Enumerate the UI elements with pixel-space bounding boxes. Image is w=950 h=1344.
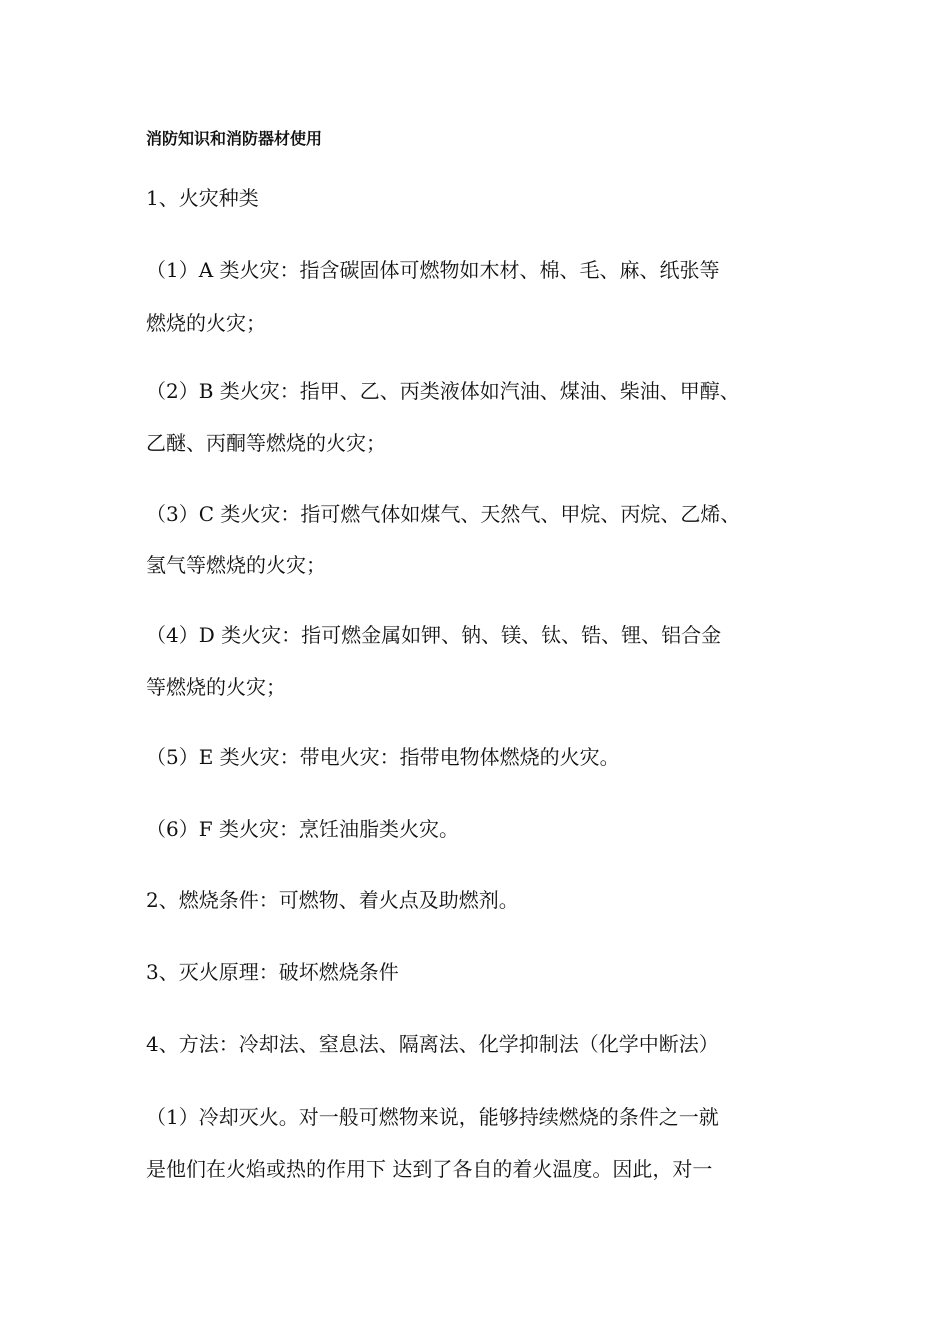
paragraph-line: （3）C 类火灾：指可燃气体如煤气、天然气、甲烷、丙烷、乙烯、 xyxy=(146,502,741,526)
paragraph-line: 氢气等燃烧的火灾； xyxy=(146,553,326,577)
paragraph-line: （6）F 类火灾：烹饪油脂类火灾。 xyxy=(146,817,459,841)
paragraph-line: 乙醚、丙酮等燃烧的火灾； xyxy=(146,431,386,455)
paragraph-line: （1）A 类火灾：指含碳固体可燃物如木材、棉、毛、麻、纸张等 xyxy=(146,258,720,282)
paragraph-line: （4）D 类火灾：指可燃金属如钾、钠、镁、钛、锆、锂、铝合金 xyxy=(146,623,722,647)
document-title: 消防知识和消防器材使用 xyxy=(146,129,323,148)
heading-combustion-conditions: 2、燃烧条件：可燃物、着火点及助燃剂。 xyxy=(146,888,519,912)
paragraph-line: 燃烧的火灾； xyxy=(146,311,266,335)
paragraph-line: （1）冷却灭火。对一般可燃物来说，能够持续燃烧的条件之一就 xyxy=(146,1105,719,1129)
heading-methods: 4、方法：冷却法、窒息法、隔离法、化学抑制法（化学中断法） xyxy=(146,1032,719,1056)
heading-fire-types: 1、火灾种类 xyxy=(146,186,259,210)
paragraph-line: 等燃烧的火灾； xyxy=(146,675,286,699)
paragraph-line: （2）B 类火灾：指甲、乙、丙类液体如汽油、煤油、柴油、甲醇、 xyxy=(146,379,740,403)
paragraph-line: （5）E 类火灾：带电火灾：指带电物体燃烧的火灾。 xyxy=(146,745,620,769)
paragraph-line: 是他们在火焰或热的作用下 达到了各自的着火温度。因此，对一 xyxy=(146,1157,713,1181)
heading-extinguishing-principle: 3、灭火原理：破坏燃烧条件 xyxy=(146,960,399,984)
